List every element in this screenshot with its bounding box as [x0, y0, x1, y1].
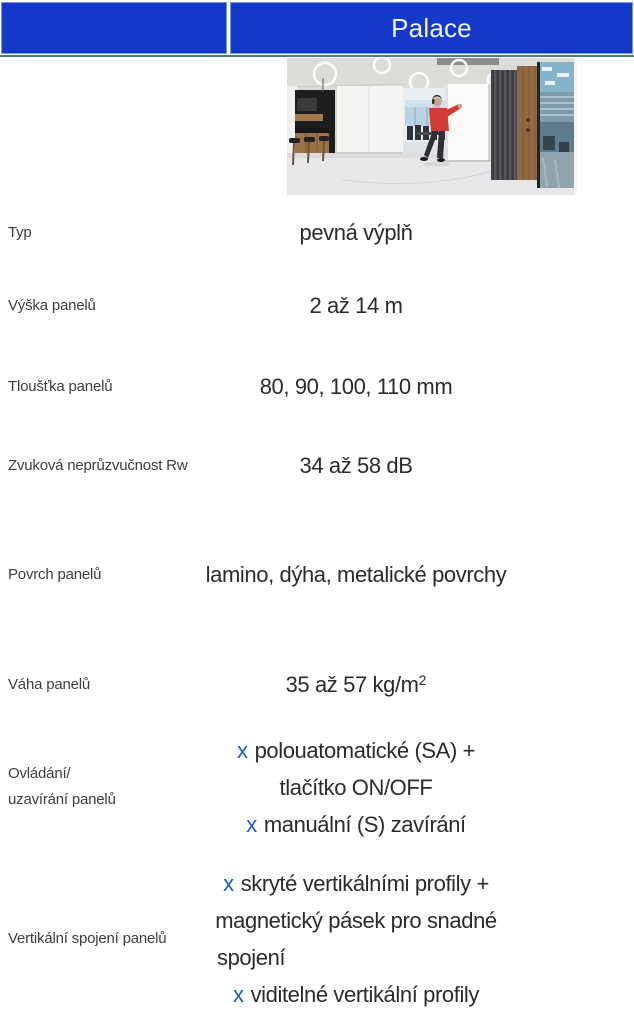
- superscript-2: 2: [418, 672, 427, 688]
- x-marker: x: [223, 871, 234, 896]
- option-line: tlačítko ON/OFF: [279, 774, 433, 800]
- spec-label-zvukova: Zvuková neprůzvučnost Rw: [8, 457, 188, 474]
- wood-wall: [517, 66, 539, 180]
- stacked-panels: [491, 70, 517, 180]
- spec-row-vyska: [0, 269, 634, 343]
- spec-label-vyska: Výška panelů: [8, 297, 96, 314]
- option-line: x viditelné vertikální profily: [232, 982, 480, 1007]
- spec-value-zvukova: 34 až 58 dB: [299, 453, 413, 478]
- spec-row-zvukova: [0, 431, 634, 501]
- x-marker: x: [236, 737, 248, 763]
- spec-row-tloustka: [0, 343, 634, 431]
- option-line: x polouatomatické (SA) +: [236, 737, 476, 763]
- x-marker: x: [232, 982, 244, 1007]
- spec-label-vaha: Váha panelů: [8, 676, 91, 693]
- option-line: x manuální (S) zavírání: [246, 811, 466, 837]
- x-marker: x: [246, 811, 257, 837]
- spec-value-vaha: 35 až 57 $kg/m^2$: [285, 672, 427, 697]
- spec-row-povrch: [0, 501, 634, 649]
- photo-row: [0, 58, 634, 197]
- spec-value-vertikalni: [180, 865, 532, 1013]
- spec-row-vertikalni: [0, 853, 634, 1024]
- spec-label-ovladani: Ovládání/ uzavírání panelů: [8, 765, 116, 808]
- header-empty-cell: [1, 2, 227, 54]
- spec-row-ovladani: [0, 721, 634, 853]
- spec-row-typ: [0, 197, 634, 269]
- glass-partition: [537, 62, 574, 188]
- spec-value-povrch: lamino, dýha, metalické povrchy: [205, 562, 507, 587]
- header-product-cell: [230, 2, 633, 54]
- spec-label-povrch: Povrch panelů: [8, 566, 102, 583]
- spec-row-vaha: [0, 649, 634, 721]
- spec-value-tloustka: 80, 90, 100, 110 mm: [259, 374, 453, 399]
- option-line: spojení: [217, 945, 286, 970]
- product-name: Palace: [391, 12, 472, 43]
- spec-value-vyska: 2 až 14 m: [309, 293, 403, 318]
- spec-value-typ: pevná výplň: [299, 220, 413, 245]
- table-header: [0, 0, 634, 57]
- movable-wall-panel-left: [335, 86, 403, 154]
- product-photo: [287, 58, 577, 195]
- option-line: x skryté vertikálními profily +: [223, 871, 489, 896]
- spec-value-ovladani: [180, 732, 532, 843]
- option-line: magnetický pásek pro snadné: [215, 908, 497, 933]
- spec-label-vertikalni: Vertikální spojení panelů: [8, 930, 167, 947]
- spec-label-typ: Typ: [8, 224, 32, 241]
- spec-label-tloustka: Tloušťka panelů: [8, 378, 113, 395]
- movable-wall-panel-pushed: [445, 84, 491, 162]
